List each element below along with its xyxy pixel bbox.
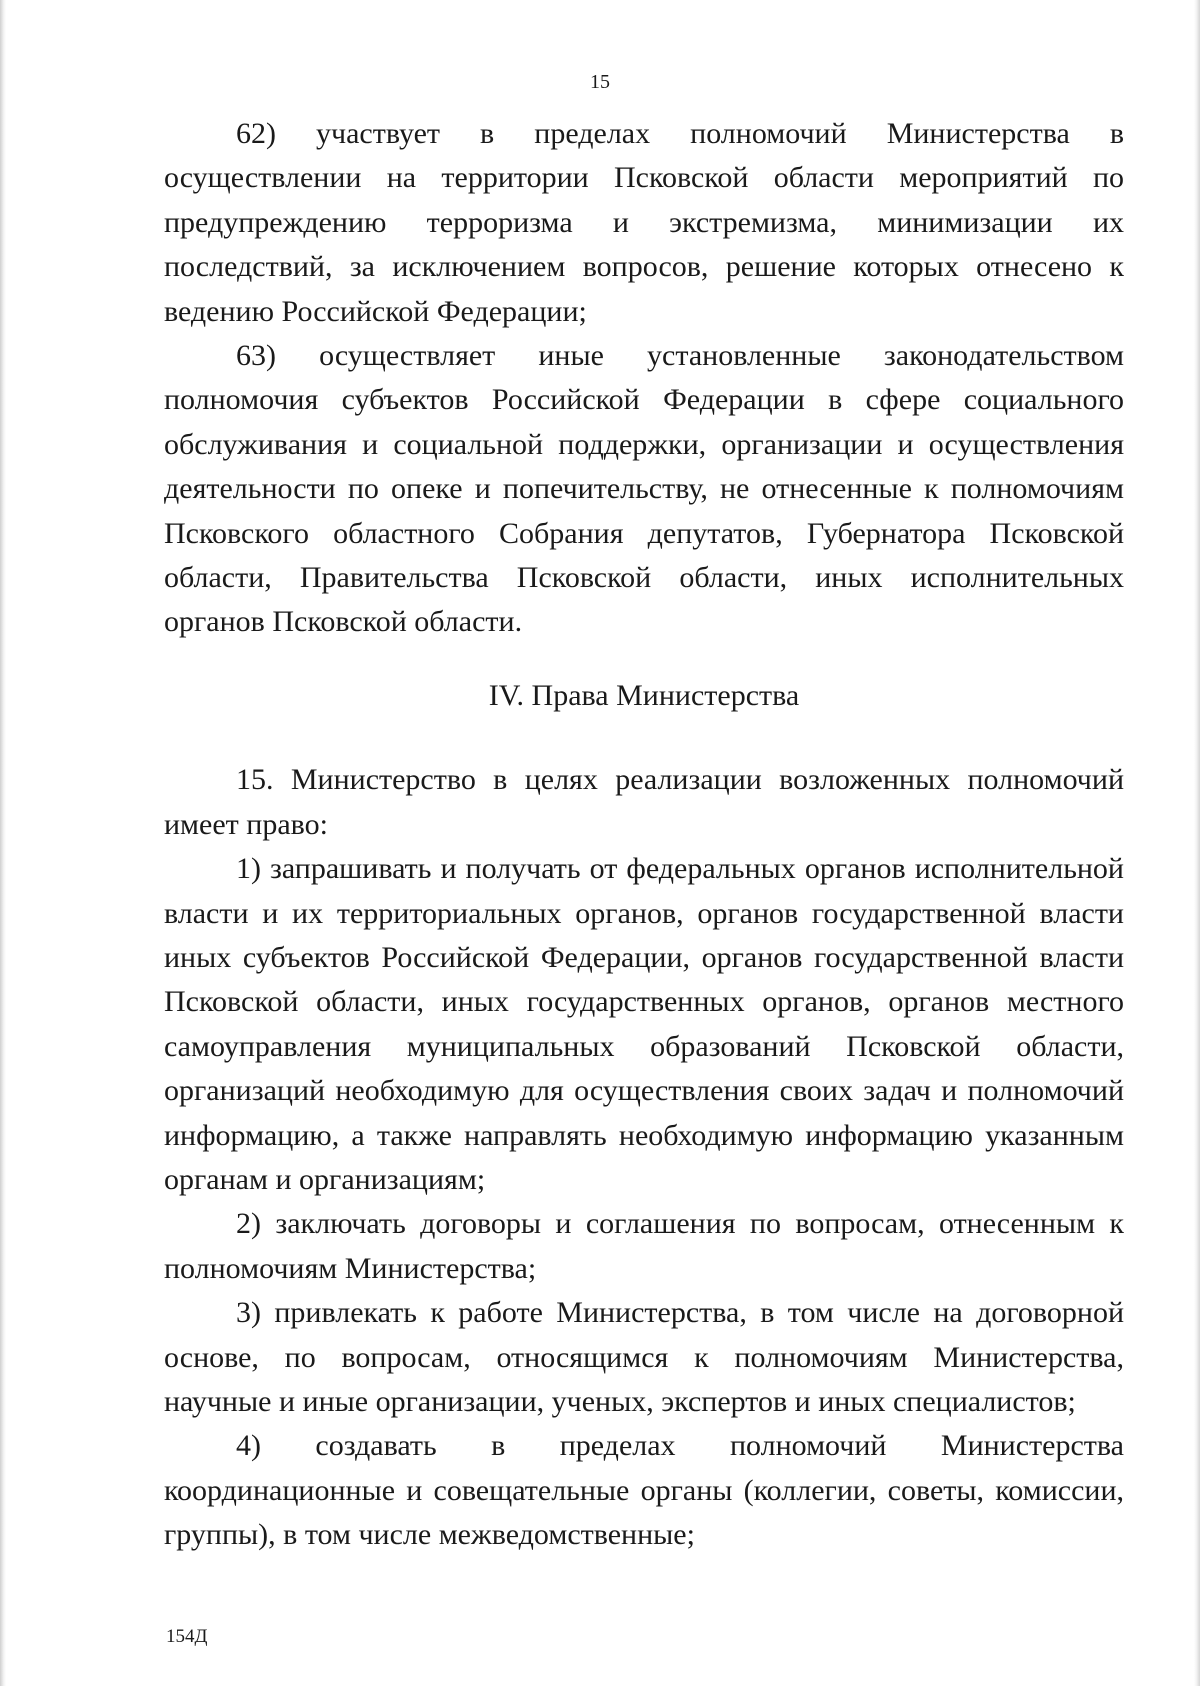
paragraph-right-4: 4) создавать в пределах полномочий Министерства координационные и совещательные органы (коллегии, советы, комиссии, группы), в том числе межведомственные;: [164, 1429, 1124, 1552]
scan-edge-right: [1194, 0, 1200, 1686]
document-body: [164, 112, 1124, 1558]
page-number: 15: [590, 71, 610, 93]
paragraph-right-3: 3) привлекать к работе Министерства, в том числе на договорной основе, по вопросам, относящимся к полномочиям Министерства, научные и иные организации, ученых, экспертов и иных специалистов;: [164, 1296, 1124, 1418]
paragraph-right-1: 1) запрашивать и получать от федеральных органов исполнительной власти и их территориальных органов, органов государственной власти иных субъектов Российской Федерации, органов государственной власти Псковской области, иных государственных органов, органов местного самоуправления муниципальных образований Псковской области, организаций необходимую для осуществления своих задач и полномочий информацию, а также направлять необходимую информацию указанным органам и организациям;: [164, 852, 1124, 1196]
paragraph-item-62: 62) участвует в пределах полномочий Министерства в осуществлении на территории Псковской области мероприятий по предупреждению терроризма и экстремизма, минимизации их последствий, за исключением вопросов, решение которых отнесено к ведению Российской Федерации;: [164, 117, 1124, 328]
footer-document-code: 154Д: [166, 1626, 208, 1647]
section-heading: IV. Права Министерства: [488, 678, 800, 712]
paragraph-item-63: 63) осуществляет иные установленные законодательством полномочия субъектов Российской Федерации в сфере социального обслуживания и социальной поддержки, организации и осуществления деятельности по опеке и попечительству, не отнесенные к полномочиям Псковского областного Собрания депутатов, Губернатора Псковской области, Правительства Псковской области, иных исполнительных органов Псковской области.: [164, 339, 1124, 639]
paragraph-right-2: 2) заключать договоры и соглашения по вопросам, отнесенным к полномочиям Министерства;: [164, 1207, 1124, 1285]
paragraph-clause-15: 15. Министерство в целях реализации возложенных полномочий имеет право:: [164, 763, 1124, 841]
scan-edge-left: [0, 0, 6, 1686]
